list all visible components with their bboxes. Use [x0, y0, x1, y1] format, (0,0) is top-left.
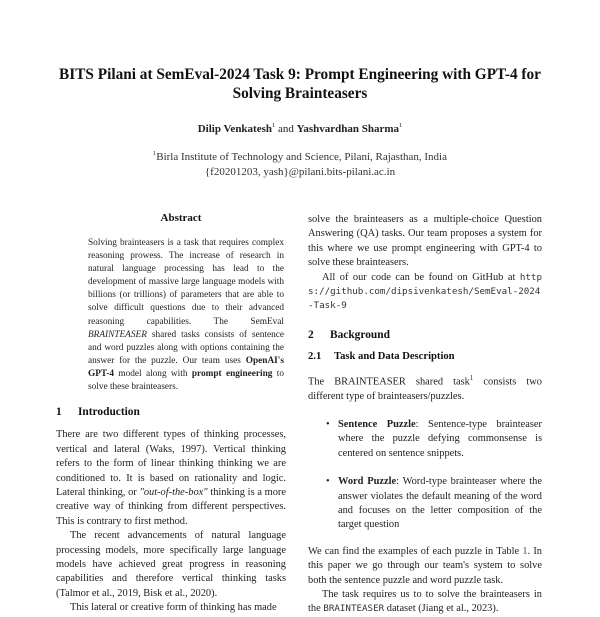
author-emails: {f20201203, yash}@pilani.bits-pilani.ac.in — [204, 166, 396, 178]
affiliation-mark: 1 — [272, 122, 276, 129]
author-list — [40, 122, 560, 135]
paragraph: solve the brainteasers as a multiple-choice Question Answering (QA) tasks. Our team proposes a system for this where we use prompt engineering with GPT-4 to solve these brainteasers. — [308, 214, 542, 269]
abstract-body — [88, 237, 284, 394]
paragraph — [308, 588, 542, 617]
right-column — [308, 213, 542, 617]
affiliation-mark: 1 — [152, 150, 157, 157]
affiliation-mark: 1 — [399, 122, 403, 129]
abstract-text: model along with — [114, 368, 192, 379]
subsection-title: Task and Data Description — [334, 351, 455, 363]
github-link[interactable]: https://github.com/dipsivenkatesh/SemEval-2024-Task-9 — [308, 271, 542, 312]
puzzle-type-list — [308, 418, 542, 533]
author-name: Dilip Venkatesh — [197, 123, 272, 135]
left-column — [56, 405, 286, 616]
affiliation — [40, 146, 560, 180]
list-desc: : Sentence-type brainteaser where the puzzle defying commonsense is centered on sentence snippets. — [338, 418, 542, 459]
section-title: Introduction — [78, 406, 140, 418]
section-number: 2 — [308, 328, 314, 341]
section-heading-background — [308, 328, 542, 342]
paragraph-text: There are two different types of thinking processes, vertical and lateral (Waks, 1997). Vertical thinking refers to the form of linear thinking thinking we are conditioned to. It is based on rationality and logic. Lateral thinking, or — [56, 429, 286, 499]
subsection-heading — [308, 350, 542, 364]
paragraph-text: We can find the examples of each puzzle in Table — [308, 545, 523, 557]
title-line-2: Solving Brainteasers — [232, 85, 368, 102]
title-line-1: BITS Pilani at SemEval-2024 Task 9: Prompt Engineering with GPT-4 for — [59, 66, 541, 83]
abstract-bold: OpenAI's GPT-4 — [88, 355, 284, 379]
paragraph-text: dataset (Jiang et al., 2023). — [384, 603, 499, 615]
abstract-emphasis: BRAINTEASER — [88, 329, 147, 340]
paragraph-text: All of our code can be found on GitHub at — [322, 271, 516, 283]
paragraph-text: The task requires us to to solve the brainteasers in the — [308, 589, 542, 615]
paragraph — [308, 371, 542, 404]
list-term: Word Puzzle — [338, 476, 397, 488]
footnote-mark[interactable]: 1 — [469, 373, 474, 382]
abstract-text: Solving brainteasers is a task that requires complex reasoning prowess. The increase of research in natural language processing has lead to the development of massive large language models with billions (or trillions) of parameters that are able to solve difficult questions due to their advanced reasoning capabilities. The SemEval — [88, 238, 284, 327]
abstract-text: to solve these brainteasers. — [88, 368, 285, 393]
paragraph-text: The BRAINTEASER shared task — [308, 376, 470, 388]
section-number: 1 — [56, 406, 62, 418]
paragraph: This lateral or creative form of thinking has made — [70, 602, 277, 614]
table-reference-link[interactable]: 1 — [522, 545, 528, 557]
paragraph-text: consists two different type of brainteasers/puzzles. — [308, 376, 542, 402]
abstract-text: shared tasks consists of sentence and word puzzles along with options containing the answer for the puzzle. Our team uses — [88, 329, 284, 366]
bullet-icon: • — [326, 476, 330, 488]
dataset-name: BRAINTEASER — [323, 603, 385, 615]
author-joiner: and — [278, 123, 294, 135]
github-paragraph — [308, 271, 542, 314]
list-item — [308, 418, 542, 461]
paper-title — [40, 65, 560, 103]
list-desc: : Word-type brainteaser where the answer violates the default meaning of the word and focuses on the letter composition of the target question — [338, 476, 542, 531]
author-name: Yashvardhan Sharma — [296, 123, 400, 135]
institution: Birla Institute of Technology and Science, Pilani, Rajasthan, India — [156, 151, 447, 163]
list-term: Sentence Puzzle — [338, 418, 416, 430]
paragraph-text: thinking is a more creative way of thinking from different perspectives. This is contrary to first method. — [56, 487, 286, 527]
emphasis-text: "out-of-the-box" — [139, 487, 208, 499]
paragraph — [308, 545, 542, 588]
abstract-bold: prompt engineering — [191, 368, 273, 379]
list-item — [308, 475, 542, 533]
section-heading-introduction — [56, 405, 286, 419]
paragraph — [56, 428, 286, 529]
bullet-icon: • — [326, 418, 330, 430]
paragraph-text: . In this paper we go through our team's system to solve both the sentence puzzle and word puzzle task. — [308, 545, 542, 586]
section-title: Background — [330, 328, 390, 341]
subsection-number: 2.1 — [308, 351, 322, 363]
paragraph: The recent advancements of natural language processing models, more specifically large language models have achieved great progress in reasoning capabilities and therefore vertical thinking tasks (Talmor et al., 2019, Bisk et al., 2020). — [56, 530, 286, 599]
abstract-heading: Abstract — [160, 212, 202, 224]
